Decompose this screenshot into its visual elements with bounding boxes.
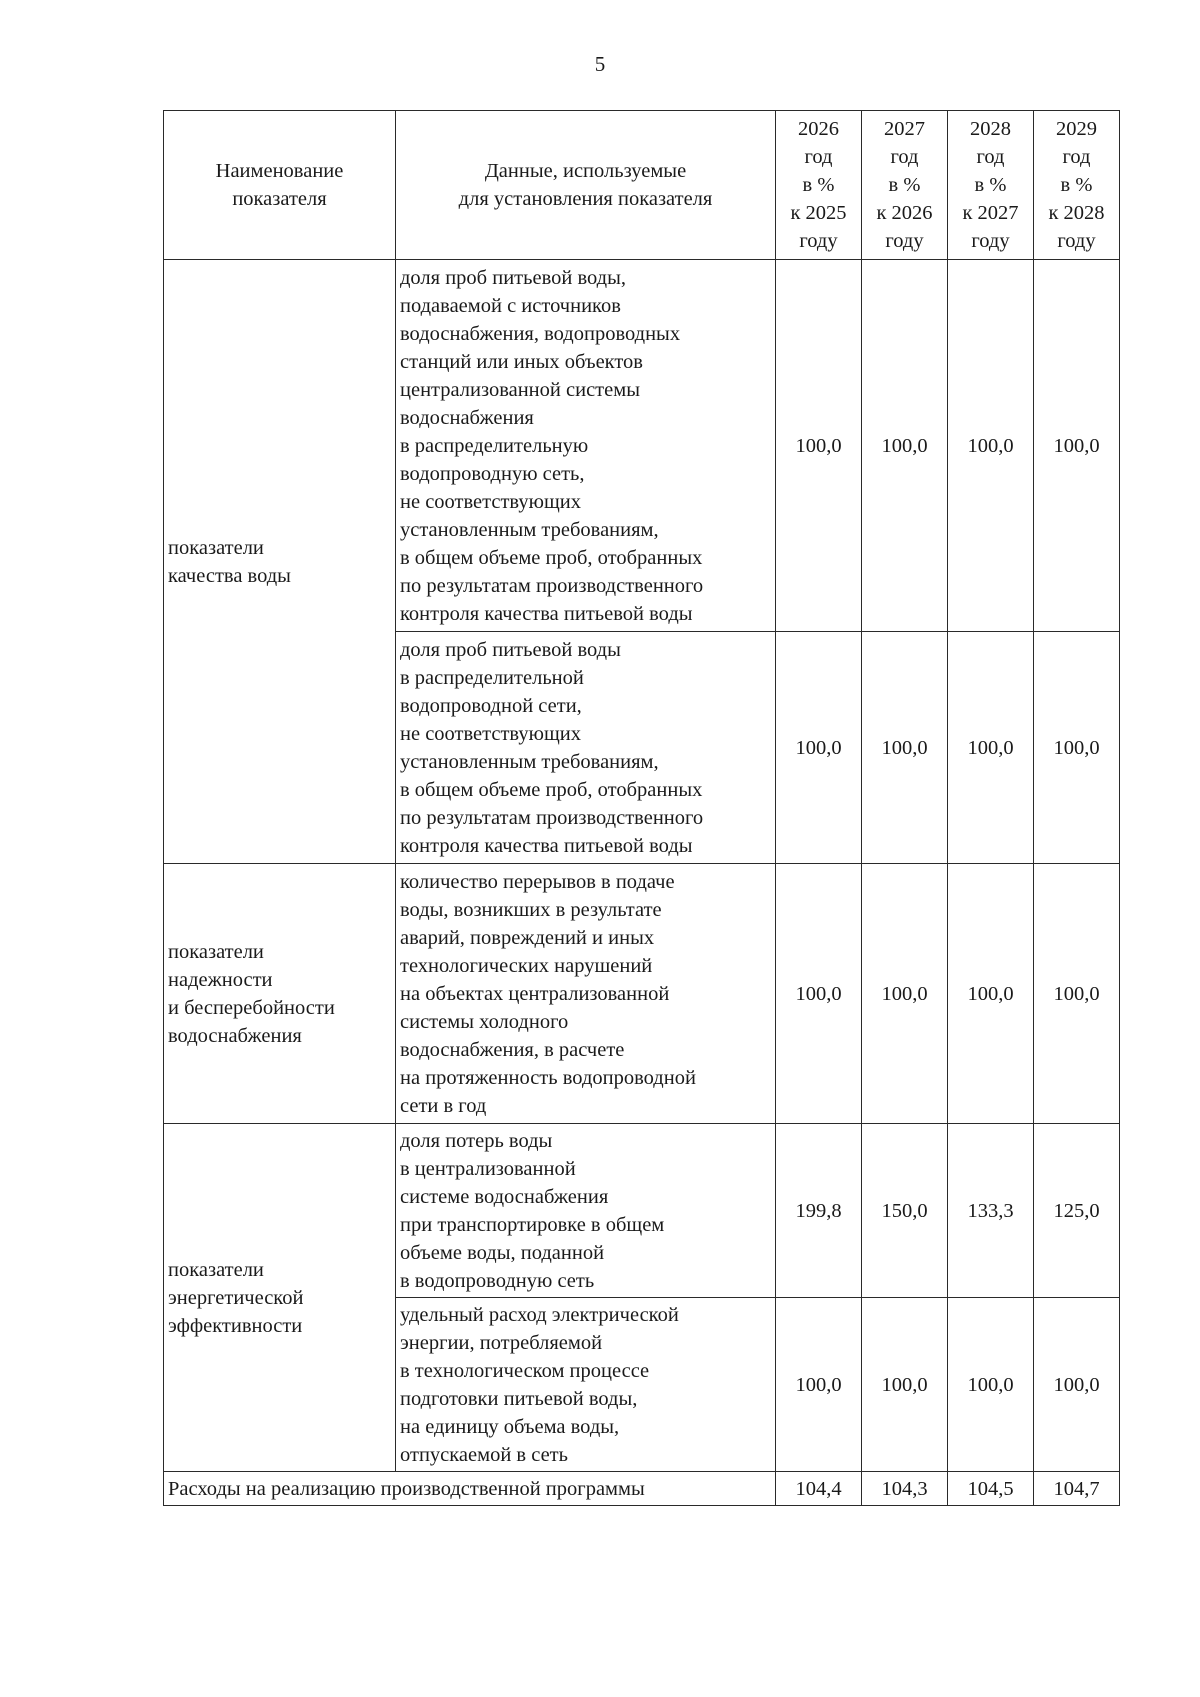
row-data-cell: удельный расход электрической энергии, потребляемой в технологическом процессе подготовки питьевой воды, на единицу объема воды, отпускаемой в сеть bbox=[396, 1298, 776, 1472]
value-cell: 100,0 bbox=[776, 632, 862, 864]
total-value-cell: 104,5 bbox=[948, 1472, 1034, 1506]
total-label: Расходы на реализацию производственной программы bbox=[164, 1472, 776, 1506]
value-cell: 100,0 bbox=[862, 260, 948, 632]
value-cell: 125,0 bbox=[1034, 1124, 1120, 1298]
header-year-2026: 2026 год в % к 2025 году bbox=[776, 111, 862, 260]
row-data-cell: доля потерь воды в централизованной системе водоснабжения при транспортировке в общем объеме воды, поданной в водопроводную сеть bbox=[396, 1124, 776, 1298]
group-name-water-quality: показатели качества воды bbox=[164, 260, 396, 864]
total-value-cell: 104,7 bbox=[1034, 1472, 1120, 1506]
row-data-cell: доля проб питьевой воды, подаваемой с источников водоснабжения, водопроводных станций или иных объектов централизованной системы водоснабжения в распределительную водопроводную сеть, не соответствующих установленным требованиям, в общем объеме проб, отобранных по результатам производственного контроля качества питьевой воды bbox=[396, 260, 776, 632]
value-cell: 199,8 bbox=[776, 1124, 862, 1298]
group-name-reliability: показатели надежности и бесперебойности водоснабжения bbox=[164, 864, 396, 1124]
value-cell: 100,0 bbox=[776, 864, 862, 1124]
table-row bbox=[164, 260, 1120, 632]
value-cell: 100,0 bbox=[1034, 260, 1120, 632]
row-data-cell: количество перерывов в подаче воды, возникших в результате аварий, повреждений и иных технологических нарушений на объектах централизованной системы холодного водоснабжения, в расчете на протяженность водопроводной сети в год bbox=[396, 864, 776, 1124]
header-year-2027: 2027 год в % к 2026 году bbox=[862, 111, 948, 260]
value-cell: 100,0 bbox=[862, 632, 948, 864]
value-cell: 133,3 bbox=[948, 1124, 1034, 1298]
total-row bbox=[164, 1472, 1120, 1506]
value-cell: 150,0 bbox=[862, 1124, 948, 1298]
value-cell: 100,0 bbox=[948, 632, 1034, 864]
page-number: 5 bbox=[594, 52, 606, 76]
value-cell: 100,0 bbox=[1034, 1298, 1120, 1472]
header-indicator-name: Наименование показателя bbox=[164, 111, 396, 260]
total-value-cell: 104,4 bbox=[776, 1472, 862, 1506]
value-cell: 100,0 bbox=[948, 864, 1034, 1124]
value-cell: 100,0 bbox=[948, 260, 1034, 632]
header-year-2029: 2029 год в % к 2028 году bbox=[1034, 111, 1120, 260]
value-cell: 100,0 bbox=[776, 1298, 862, 1472]
value-cell: 100,0 bbox=[862, 864, 948, 1124]
group-name-energy-efficiency: показатели энергетической эффективности bbox=[164, 1124, 396, 1472]
value-cell: 100,0 bbox=[1034, 864, 1120, 1124]
table-header-row bbox=[164, 111, 1120, 260]
table-row bbox=[164, 1124, 1120, 1298]
value-cell: 100,0 bbox=[1034, 632, 1120, 864]
row-data-cell: доля проб питьевой воды в распределительной водопроводной сети, не соответствующих установленным требованиям, в общем объеме проб, отобранных по результатам производственного контроля качества питьевой воды bbox=[396, 632, 776, 864]
value-cell: 100,0 bbox=[862, 1298, 948, 1472]
value-cell: 100,0 bbox=[948, 1298, 1034, 1472]
header-year-2028: 2028 год в % к 2027 году bbox=[948, 111, 1034, 260]
indicators-table bbox=[163, 110, 1120, 1506]
table-row bbox=[164, 864, 1120, 1124]
total-value-cell: 104,3 bbox=[862, 1472, 948, 1506]
header-indicator-data: Данные, используемые для установления показателя bbox=[396, 111, 776, 260]
value-cell: 100,0 bbox=[776, 260, 862, 632]
